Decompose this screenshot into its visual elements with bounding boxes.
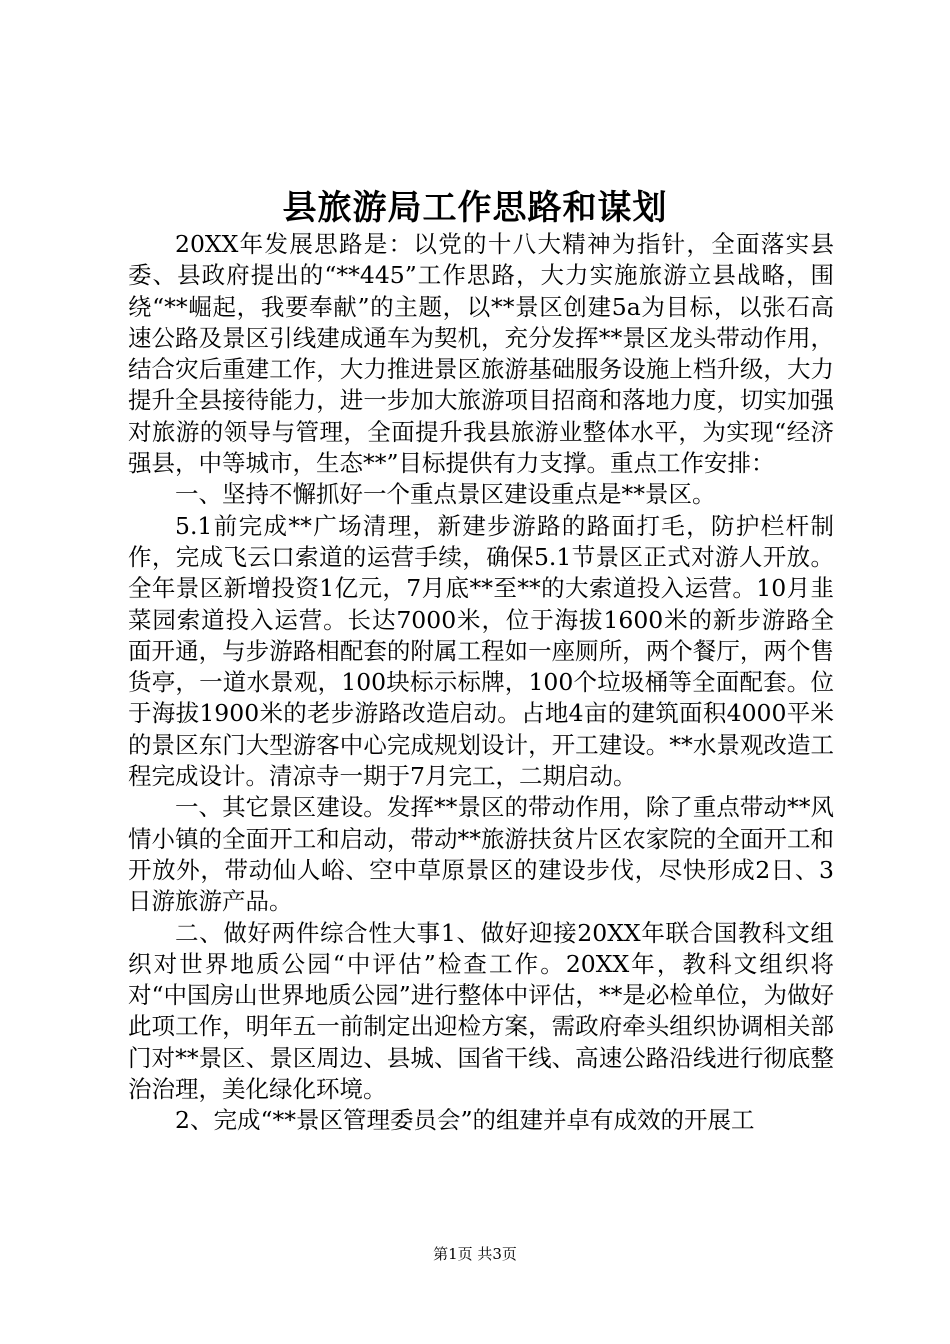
document-body <box>128 229 834 1137</box>
page-number: 第1页 共3页 <box>433 1245 517 1263</box>
paragraph-other-scenic-areas: 一、其它景区建设。发挥**景区的带动作用，除了重点带动**风情小镇的全面开工和启动，带动**旅游扶贫片区农家院的全面开工和开放外，带动仙人峪、空中草原景区的建设步伐，尽快形成2日、3日游旅游产品。 <box>128 793 834 916</box>
paragraph-key-scenic-area: 一、坚持不懈抓好一个重点景区建设重点是**景区。 <box>175 480 716 509</box>
paragraph-two-major-tasks: 二、做好两件综合性大事1、做好迎接20XX年联合国教科文组织对世界地质公园“中评估”检查工作。20XX年，教科文组织将对“中国房山世界地质公园”进行整体中评估，**是必检单位，为做好此项工作，明年五一前制定出迎检方案，需政府牵头组织协调相关部门对**景区、景区周边、县城、国省干线、高速公路沿线进行彻底整治治理，美化绿化环境。 <box>128 918 834 1104</box>
document-title: 县旅游局工作思路和谋划 <box>282 188 668 228</box>
paragraph-management-committee: 2、完成“**景区管理委员会”的组建并卓有成效的开展工 <box>175 1106 755 1135</box>
paragraph-scenic-construction-plan: 5.1前完成**广场清理，新建步游路的路面打毛，防护栏杆制作，完成飞云口索道的运营手续，确保5.1节景区正式对游人开放。全年景区新增投资1亿元，7月底**至**的大索道投入运营。10月韭菜园索道投入运营。长达7000米，位于海拔1600米的新步游路全面开通，与步游路相配套的附属工程如一座厕所，两个餐厅，两个售货亭，一道水景观，100块标示标牌，100个垃圾桶等全面配套。位于海拔1900米的老步游路改造启动。占地4亩的建筑面积4000平米的景区东门大型游客中心完成规划设计，开工建设。**水景观改造工程完成设计。清凉寺一期于7月完工，二期启动。 <box>128 511 834 791</box>
paragraph-development-ideas: 20XX年发展思路是：以党的十八大精神为指针，全面落实县委、县政府提出的“**445”工作思路，大力实施旅游立县战略，围绕“**崛起，我要奉献”的主题，以**景区创建5a为目标，以张石高速公路及景区引线建成通车为契机，充分发挥**景区龙头带动作用，结合灾后重建工作，大力推进景区旅游基础服务设施上档升级，大力提升全县接待能力，进一步加大旅游项目招商和落地力度，切实加强对旅游的领导与管理，全面提升我县旅游业整体水平，为实现“经济强县，中等城市，生态**”目标提供有力支撑。重点工作安排： <box>128 230 834 478</box>
